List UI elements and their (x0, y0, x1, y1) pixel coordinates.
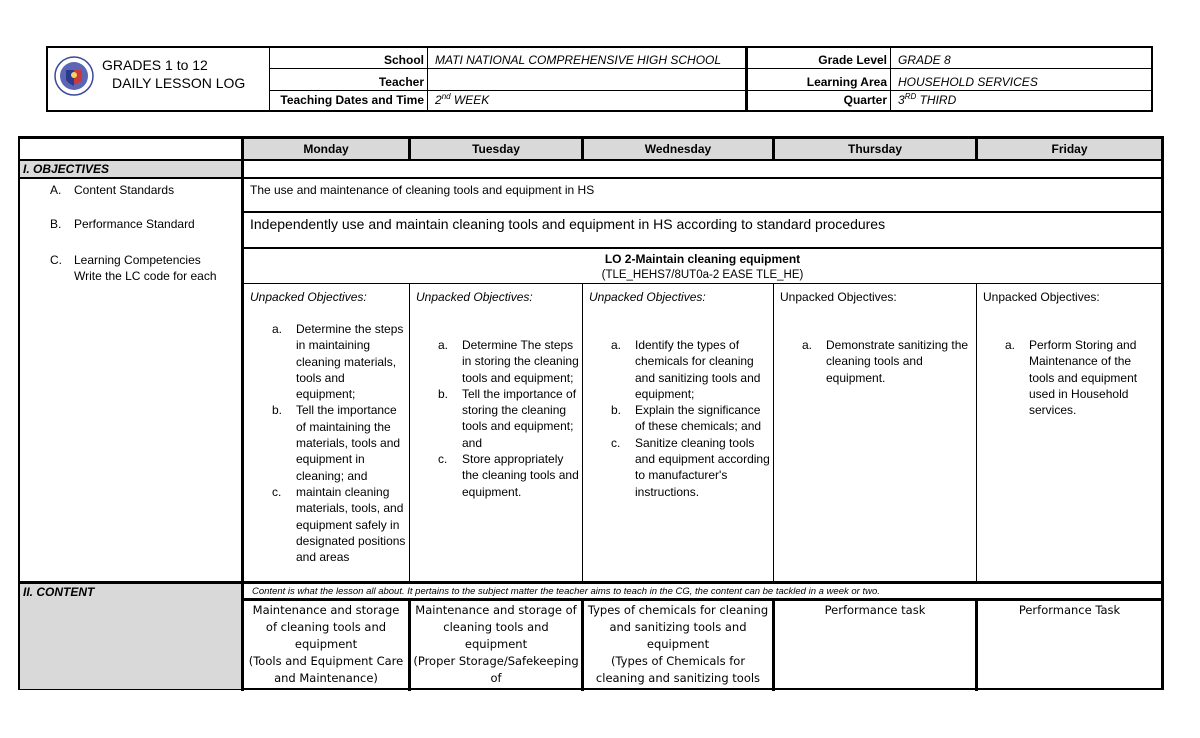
competencies-label: Learning Competencies (74, 253, 201, 267)
objective-list (416, 337, 580, 500)
unpacked-label-tuesday: Unpacked Objectives: (416, 290, 533, 304)
lesson-log-header (46, 46, 1153, 112)
quarter-label: Quarter (843, 93, 887, 107)
learning-area-label: Learning Area (806, 75, 887, 89)
unpacked-label-thursday: Unpacked Objectives: (780, 290, 897, 304)
objective-text: Determine The steps in storing the cleaning tools and equipment; (462, 338, 579, 385)
dates-label: Teaching Dates and Time (280, 93, 424, 107)
performance-standard-label: Performance Standard (74, 217, 195, 231)
objective-item (589, 337, 771, 402)
content-tuesday (413, 602, 579, 688)
objective-item (780, 337, 972, 386)
performance-standard-letter: B. (50, 217, 62, 231)
day-header-monday: Monday (244, 139, 408, 159)
objective-marker: a. (438, 338, 449, 352)
dates-value: 2nd WEEK (435, 92, 490, 107)
unpacked-label-wednesday: Unpacked Objectives: (589, 290, 706, 304)
objective-list (983, 337, 1158, 418)
objectives-section-title: I. OBJECTIVES (20, 161, 241, 177)
objective-marker: a. (272, 322, 283, 336)
lo-code: (TLE_HEHS7/8UT0a-2 EASE TLE_HE) (601, 269, 804, 281)
objective-item (416, 451, 580, 500)
performance-standard-text: Independently use and maintain cleaning tools and equipment in HS according to standard procedures (250, 216, 886, 232)
objective-list (589, 337, 771, 500)
content-section-title: II. CONTENT (20, 584, 241, 689)
content-standards-letter: A. (50, 183, 62, 197)
objective-text: Determine the steps in maintaining cleaning materials, tools and equipment; (296, 322, 404, 402)
unpacked-label-monday: Unpacked Objectives: (250, 290, 367, 304)
content-monday (246, 602, 406, 688)
competencies-sub: Write the LC code for each (74, 269, 217, 283)
objectives-list-wednesday (589, 337, 771, 500)
content-line: (Tools and Equipment Care and Maintenance) (248, 654, 404, 685)
objective-marker: b. (438, 386, 449, 401)
content-thursday: Performance task (824, 603, 926, 617)
grades-label: GRADES 1 to 12 (102, 57, 208, 73)
objective-item (250, 321, 407, 402)
objective-marker: b. (272, 403, 283, 418)
objective-marker: c. (438, 452, 448, 467)
content-note: Content is what the lesson all about. It pertains to the subject matter the teacher aims to teach in the CG, the content can be tackled in a week or two. (252, 586, 880, 597)
grade-level-label: Grade Level (818, 53, 887, 67)
objective-text: Perform Storing and Maintenance of the tools and equipment used in Household services. (1029, 338, 1138, 418)
teacher-value (432, 74, 744, 76)
lo-title: LO 2-Maintain cleaning equipment (604, 252, 801, 266)
objective-item (589, 435, 771, 500)
objective-text: Explain the significance of these chemicals; and (635, 403, 762, 434)
content-wednesday (586, 602, 770, 688)
objective-text: Store appropriately the cleaning tools and equipment. (462, 452, 579, 499)
unpacked-label-friday: Unpacked Objectives: (983, 290, 1100, 304)
objective-text: Demonstrate sanitizing the cleaning tools and equipment. (826, 338, 969, 385)
objective-item (250, 484, 407, 565)
objective-item (250, 402, 407, 483)
learning-area-value: HOUSEHOLD SERVICES (898, 75, 1038, 89)
content-line: Maintenance and storage of cleaning tools and equipment (415, 603, 577, 651)
objectives-list-friday (983, 337, 1158, 418)
grade-level-value: GRADE 8 (898, 53, 951, 67)
objective-item (416, 337, 580, 386)
objective-text: Tell the importance of maintaining the materials, tools and equipment in cleaning; and (296, 403, 401, 483)
day-header-wednesday: Wednesday (584, 139, 772, 159)
quarter-value: 3RD THIRD (898, 92, 957, 107)
content-standards-label: Content Standards (74, 183, 175, 197)
objective-item (983, 337, 1158, 418)
objectives-list-tuesday (416, 337, 580, 500)
school-value: MATI NATIONAL COMPREHENSIVE HIGH SCHOOL (435, 53, 722, 67)
objective-text: Sanitize cleaning tools and equipment according to manufacturer's instructions. (635, 435, 770, 499)
logo-area (48, 48, 270, 110)
content-line: Maintenance and storage of cleaning tools and equipment (252, 603, 400, 651)
day-header-tuesday: Tuesday (411, 139, 581, 159)
competencies-letter: C. (50, 253, 62, 267)
objective-item (416, 386, 580, 451)
deped-seal-icon (54, 56, 94, 96)
day-header-friday: Friday (978, 139, 1161, 159)
objective-item (589, 402, 771, 435)
log-title: DAILY LESSON LOG (112, 75, 246, 91)
day-header-thursday: Thursday (775, 139, 975, 159)
objective-marker: c. (611, 435, 621, 450)
objective-text: maintain cleaning materials, tools, and equipment safely in designated positions and areas (296, 484, 406, 565)
content-line: Types of chemicals for cleaning and sanitizing tools and equipment (587, 603, 769, 651)
objective-marker: a. (1005, 338, 1016, 352)
objectives-list-monday (250, 321, 407, 565)
objective-marker: a. (611, 338, 622, 352)
content-friday: Performance Task (1018, 603, 1121, 617)
objective-marker: b. (611, 403, 622, 418)
teacher-label: Teacher (378, 75, 424, 89)
objective-text: Identify the types of chemicals for cleaning and sanitizing tools and equipment; (635, 338, 761, 401)
objectives-list-thursday (780, 337, 972, 386)
objective-list (780, 337, 972, 386)
school-label: School (383, 53, 424, 67)
content-standards-text: The use and maintenance of cleaning tools and equipment in HS (250, 183, 595, 197)
content-line: (Types of Chemicals for cleaning and sanitizing tools (595, 654, 761, 685)
lesson-plan-table (18, 136, 1164, 690)
objective-marker: a. (802, 338, 813, 352)
content-line: (Proper Storage/Safekeeping of (413, 654, 579, 685)
objective-list (250, 321, 407, 565)
objective-text: Tell the importance of storing the cleaning tools and equipment; and (462, 386, 577, 450)
objective-marker: c. (272, 484, 282, 499)
